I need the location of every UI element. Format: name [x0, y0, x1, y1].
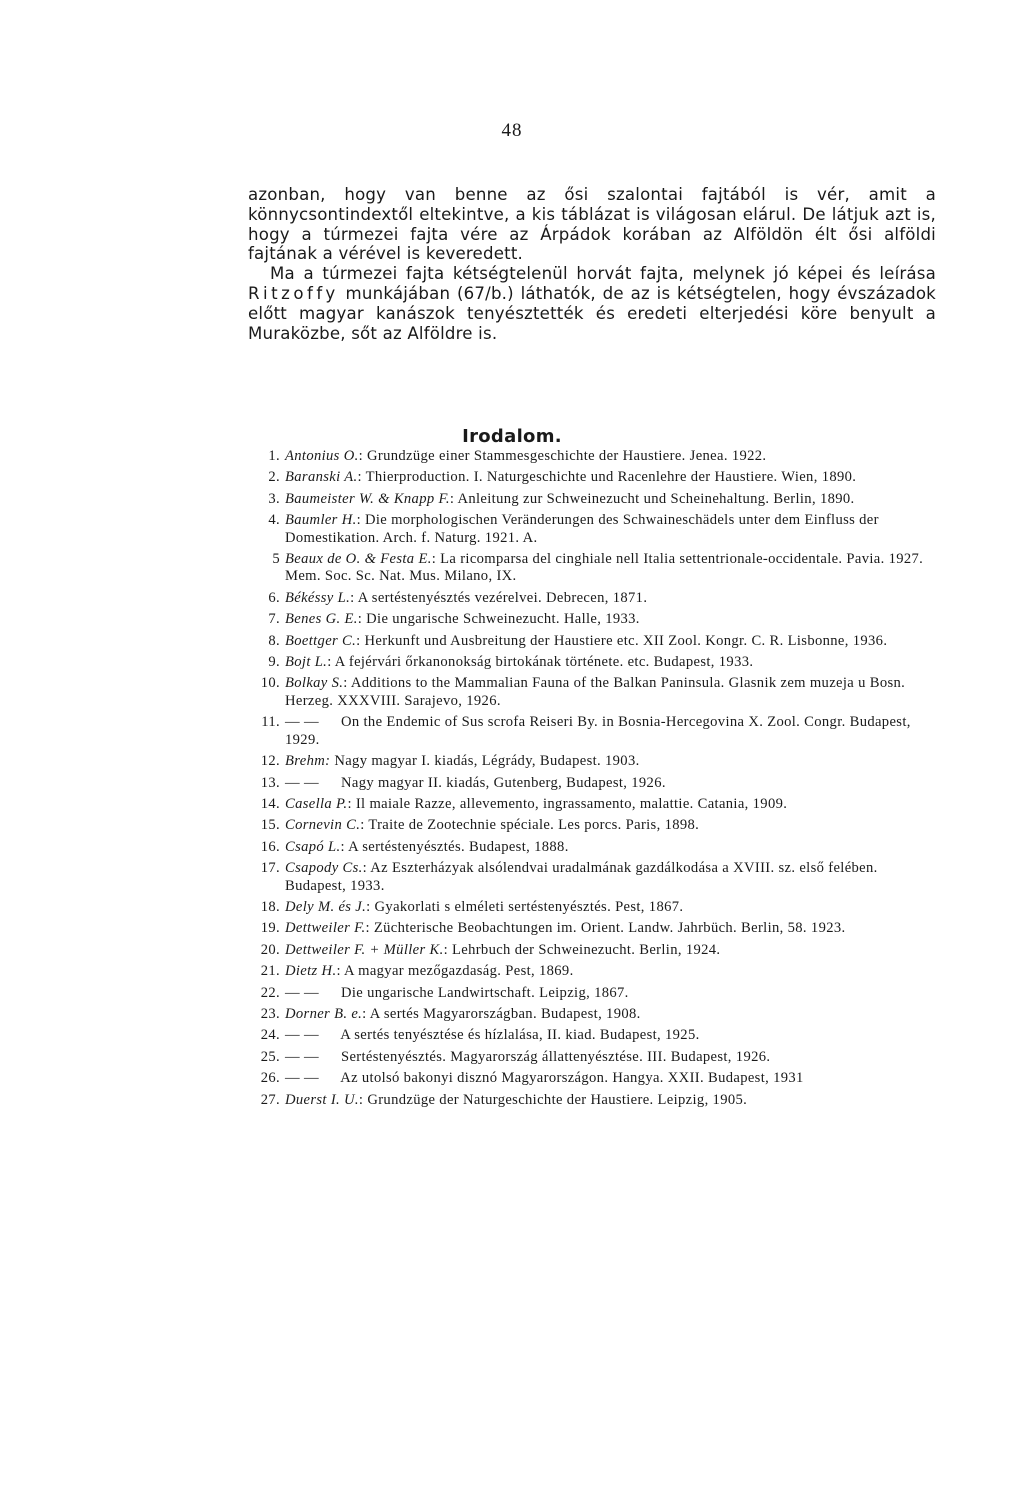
- reference-text: Nagy magyar I. kiadás, Légrády, Budapest. 1903.: [330, 753, 640, 770]
- reference-body: [285, 448, 936, 465]
- reference-text: : Grundzüge einer Stammesgeschichte der Haustiere. Jenea. 1922.: [358, 448, 767, 464]
- reference-number: 7.: [268, 611, 280, 628]
- reference-item: [256, 1092, 936, 1109]
- reference-list: [256, 448, 936, 1113]
- reference-author: Duerst I. U.: [285, 1091, 359, 1108]
- reference-author: Dietz H.: [285, 963, 337, 980]
- reference-body: [285, 512, 936, 547]
- reference-author: Dorner B. e.: [285, 1005, 363, 1022]
- reference-number: 27.: [260, 1091, 280, 1108]
- reference-author: Boettger C.: [285, 632, 357, 649]
- reference-number: 23.: [260, 1005, 280, 1022]
- ditto-dash: — —: [285, 1027, 319, 1044]
- reference-item: [256, 753, 936, 770]
- ditto-dash: — —: [285, 714, 319, 731]
- reference-text: A sertés tenyésztése és hízlalása, II. kiad. Budapest, 1925.: [337, 1027, 700, 1044]
- reference-author: Csapody Cs.: [285, 860, 363, 877]
- reference-text: Az utolsó bakonyi disznó Magyarországon. Hangya. XXII. Budapest, 1931: [337, 1070, 804, 1087]
- reference-body: [285, 633, 936, 650]
- reference-author: Brehm:: [285, 753, 331, 770]
- reference-body: [285, 1070, 936, 1087]
- reference-text: : Die ungarische Schweinezucht. Halle, 1933.: [357, 611, 640, 628]
- reference-text: On the Endemic of Sus scrofa Reiseri By. in Bosnia-Hercegovina X. Zool. Congr. Budapest, 1929.: [285, 714, 911, 748]
- reference-text: : Herkunft und Ausbreitung der Haustiere etc. XII Zool. Kongr. C. R. Lisbonne, 1936.: [356, 632, 888, 649]
- reference-item: [256, 512, 936, 547]
- reference-author: Dettweiler F. + Müller K.: [285, 941, 444, 958]
- reference-body: [285, 753, 936, 770]
- reference-number: 19.: [260, 920, 280, 937]
- reference-author: Baranski A.: [285, 469, 358, 486]
- reference-author: Dettweiler F.: [285, 920, 366, 937]
- reference-body: [285, 860, 936, 895]
- reference-text: : A sertéstenyésztés. Budapest, 1888.: [340, 838, 569, 855]
- reference-author: Cornevin C.: [285, 817, 361, 834]
- intro-paragraph-2-end: munkájában (67/b.) láthatók, de az is kétségtelen, hogy évszázadok előtt magyar kanászok tenyésztették és eredeti elterjedési köre benyult a Muraközbe, sőt az Alföldre is.: [248, 283, 936, 343]
- reference-body: [285, 963, 936, 980]
- reference-body: [285, 985, 936, 1002]
- reference-item: [256, 491, 936, 508]
- reference-item: [256, 469, 936, 486]
- intro-paragraph-2: [248, 264, 936, 343]
- reference-body: [285, 714, 936, 749]
- reference-body: [285, 1092, 936, 1109]
- reference-author: Csapó L.: [285, 838, 341, 855]
- reference-item: [256, 1027, 936, 1044]
- reference-text: : A fejérvári őrkanonokság birtokának története. etc. Budapest, 1933.: [327, 654, 754, 671]
- reference-item: [256, 985, 936, 1002]
- reference-item: [256, 1049, 936, 1066]
- reference-author: Dely M. és J.: [285, 898, 367, 915]
- ditto-dash: — —: [285, 1070, 319, 1087]
- reference-number: 8.: [268, 632, 280, 649]
- reference-body: [285, 942, 936, 959]
- reference-number: 3.: [268, 490, 280, 507]
- reference-text: : A sertéstenyésztés vezérelvei. Debrecen, 1871.: [350, 589, 648, 606]
- reference-body: [285, 796, 936, 813]
- reference-number: 21.: [260, 963, 280, 980]
- reference-item: [256, 942, 936, 959]
- reference-item: [256, 590, 936, 607]
- reference-body: [285, 611, 936, 628]
- reference-text: : Az Eszterházyak alsólendvai uradalmának gazdálkodása a XVIII. sz. első felében. Budapest, 1933.: [285, 860, 878, 894]
- reference-text: : Grundzüge der Naturgeschichte der Haustiere. Leipzig, 1905.: [358, 1091, 748, 1108]
- reference-body: [285, 1049, 936, 1066]
- reference-item: [256, 654, 936, 671]
- ditto-dash: — —: [285, 1048, 319, 1065]
- reference-item: [256, 611, 936, 628]
- reference-item: [256, 899, 936, 916]
- reference-body: [285, 1027, 936, 1044]
- reference-body: [285, 1006, 936, 1023]
- reference-item: [256, 817, 936, 834]
- reference-number: 2.: [268, 469, 280, 486]
- reference-body: [285, 899, 936, 916]
- reference-text: Die ungarische Landwirtschaft. Leipzig, 1867.: [337, 984, 629, 1001]
- reference-text: : Thierproduction. I. Naturgeschichte und Racenlehre der Haustiere. Wien, 1890.: [357, 469, 857, 486]
- reference-item: [256, 448, 936, 465]
- reference-item: [256, 920, 936, 937]
- reference-body: [285, 590, 936, 607]
- reference-body: [285, 775, 936, 792]
- reference-number: 25.: [260, 1048, 280, 1065]
- reference-number: 14.: [260, 795, 280, 812]
- reference-number: 1.: [268, 448, 280, 464]
- reference-item: [256, 839, 936, 856]
- reference-author: Beaux de O. & Festa E.: [285, 551, 432, 568]
- reference-text: : Traite de Zootechnie spéciale. Les porcs. Paris, 1898.: [360, 817, 700, 834]
- reference-text: : Additions to the Mammalian Fauna of the Balkan Paninsula. Glasnik zem muzeja u Bosn. Herzeg. XXXVIII. Sarajevo, 1926.: [285, 675, 906, 709]
- reference-number: 17.: [260, 860, 280, 877]
- reference-body: [285, 817, 936, 834]
- intro-paragraph-2-start: Ma a túrmezei fajta kétségtelenül horvát fajta, melynek jó képei és leírása: [270, 264, 936, 284]
- intro-paragraph-1: azonban, hogy van benne az ősi szalontai fajtából is vér, amit a könnycsontindextől eltekintve, a kis táblázat is világosan elárul. De látjuk azt is, hogy a túrmezei fajta vére az Árpádok korában az Alföldön élt ősi alföldi fajtának a vérével is keveredett.: [248, 185, 936, 264]
- reference-author: Bolkay S.: [285, 675, 344, 692]
- reference-text: : Il maiale Razze, allevemento, ingrassamento, malattie. Catania, 1909.: [347, 795, 788, 812]
- reference-number: 15.: [260, 817, 280, 834]
- reference-author: Baumeister W. & Knapp F.: [285, 490, 450, 507]
- reference-item: [256, 551, 936, 586]
- reference-item: [256, 860, 936, 895]
- reference-number: 22.: [260, 984, 280, 1001]
- reference-number: 12.: [260, 753, 280, 770]
- reference-body: [285, 839, 936, 856]
- reference-text: : Die morphologischen Veränderungen des Schwaineschädels unter dem Einfluss der Domestikation. Arch. f. Naturg. 1921. A.: [285, 512, 879, 546]
- reference-body: [285, 920, 936, 937]
- reference-author: Békéssy L.: [285, 589, 351, 606]
- reference-item: [256, 714, 936, 749]
- page-number: 48: [501, 120, 523, 141]
- reference-body: [285, 654, 936, 671]
- reference-text: : A sertés Magyarországban. Budapest, 1908.: [362, 1005, 641, 1022]
- ditto-dash: — —: [285, 774, 319, 791]
- reference-number: 20.: [260, 941, 280, 958]
- reference-text: : Lehrbuch der Schweinezucht. Berlin, 1924.: [443, 941, 721, 958]
- reference-number: 16.: [260, 838, 280, 855]
- reference-body: [285, 551, 936, 586]
- reference-number: 4.: [268, 512, 280, 529]
- reference-body: [285, 469, 936, 486]
- reference-item: [256, 675, 936, 710]
- reference-text: : Anleitung zur Schweinezucht und Scheinehaltung. Berlin, 1890.: [449, 490, 855, 507]
- reference-item: [256, 633, 936, 650]
- author-name-ritzoffy: Ritzoffy: [248, 283, 339, 303]
- reference-number: 6.: [268, 589, 280, 606]
- ditto-dash: — —: [285, 984, 319, 1001]
- reference-text: Sertéstenyésztés. Magyarország állattenyésztése. III. Budapest, 1926.: [337, 1048, 771, 1065]
- reference-author: Casella P.: [285, 795, 348, 812]
- section-title: Irodalom.: [462, 426, 562, 447]
- reference-text: : Züchterische Beobachtungen im. Orient. Landw. Jahrbüch. Berlin, 58. 1923.: [365, 920, 846, 937]
- reference-number: 13.: [260, 774, 280, 791]
- reference-item: [256, 775, 936, 792]
- reference-author: Bojt L.: [285, 654, 328, 671]
- reference-text: Nagy magyar II. kiadás, Gutenberg, Budapest, 1926.: [337, 774, 666, 791]
- reference-number: 18.: [260, 898, 280, 915]
- reference-body: [285, 491, 936, 508]
- intro-text: [248, 185, 936, 343]
- reference-author: Baumler H.: [285, 512, 357, 529]
- reference-text: : La ricomparsa del cinghiale nell Italia settentrionale-occidentale. Pavia. 1927. Mem. Soc. Sc. Nat. Mus. Milano, IX.: [285, 551, 924, 585]
- reference-text: : A magyar mezőgazdaság. Pest, 1869.: [336, 963, 574, 980]
- reference-number: 26.: [260, 1070, 280, 1087]
- reference-author: Antonius O.: [285, 448, 359, 464]
- reference-item: [256, 1006, 936, 1023]
- reference-body: [285, 675, 936, 710]
- reference-number: 9.: [268, 654, 280, 671]
- reference-text: : Gyakorlati s elméleti sertéstenyésztés. Pest, 1867.: [366, 898, 684, 915]
- reference-author: Benes G. E.: [285, 611, 358, 628]
- reference-number: 24.: [260, 1027, 280, 1044]
- reference-item: [256, 963, 936, 980]
- reference-item: [256, 796, 936, 813]
- reference-number: 11.: [261, 714, 280, 731]
- reference-item: [256, 1070, 936, 1087]
- reference-number: 5: [272, 551, 280, 568]
- reference-number: 10.: [260, 675, 280, 692]
